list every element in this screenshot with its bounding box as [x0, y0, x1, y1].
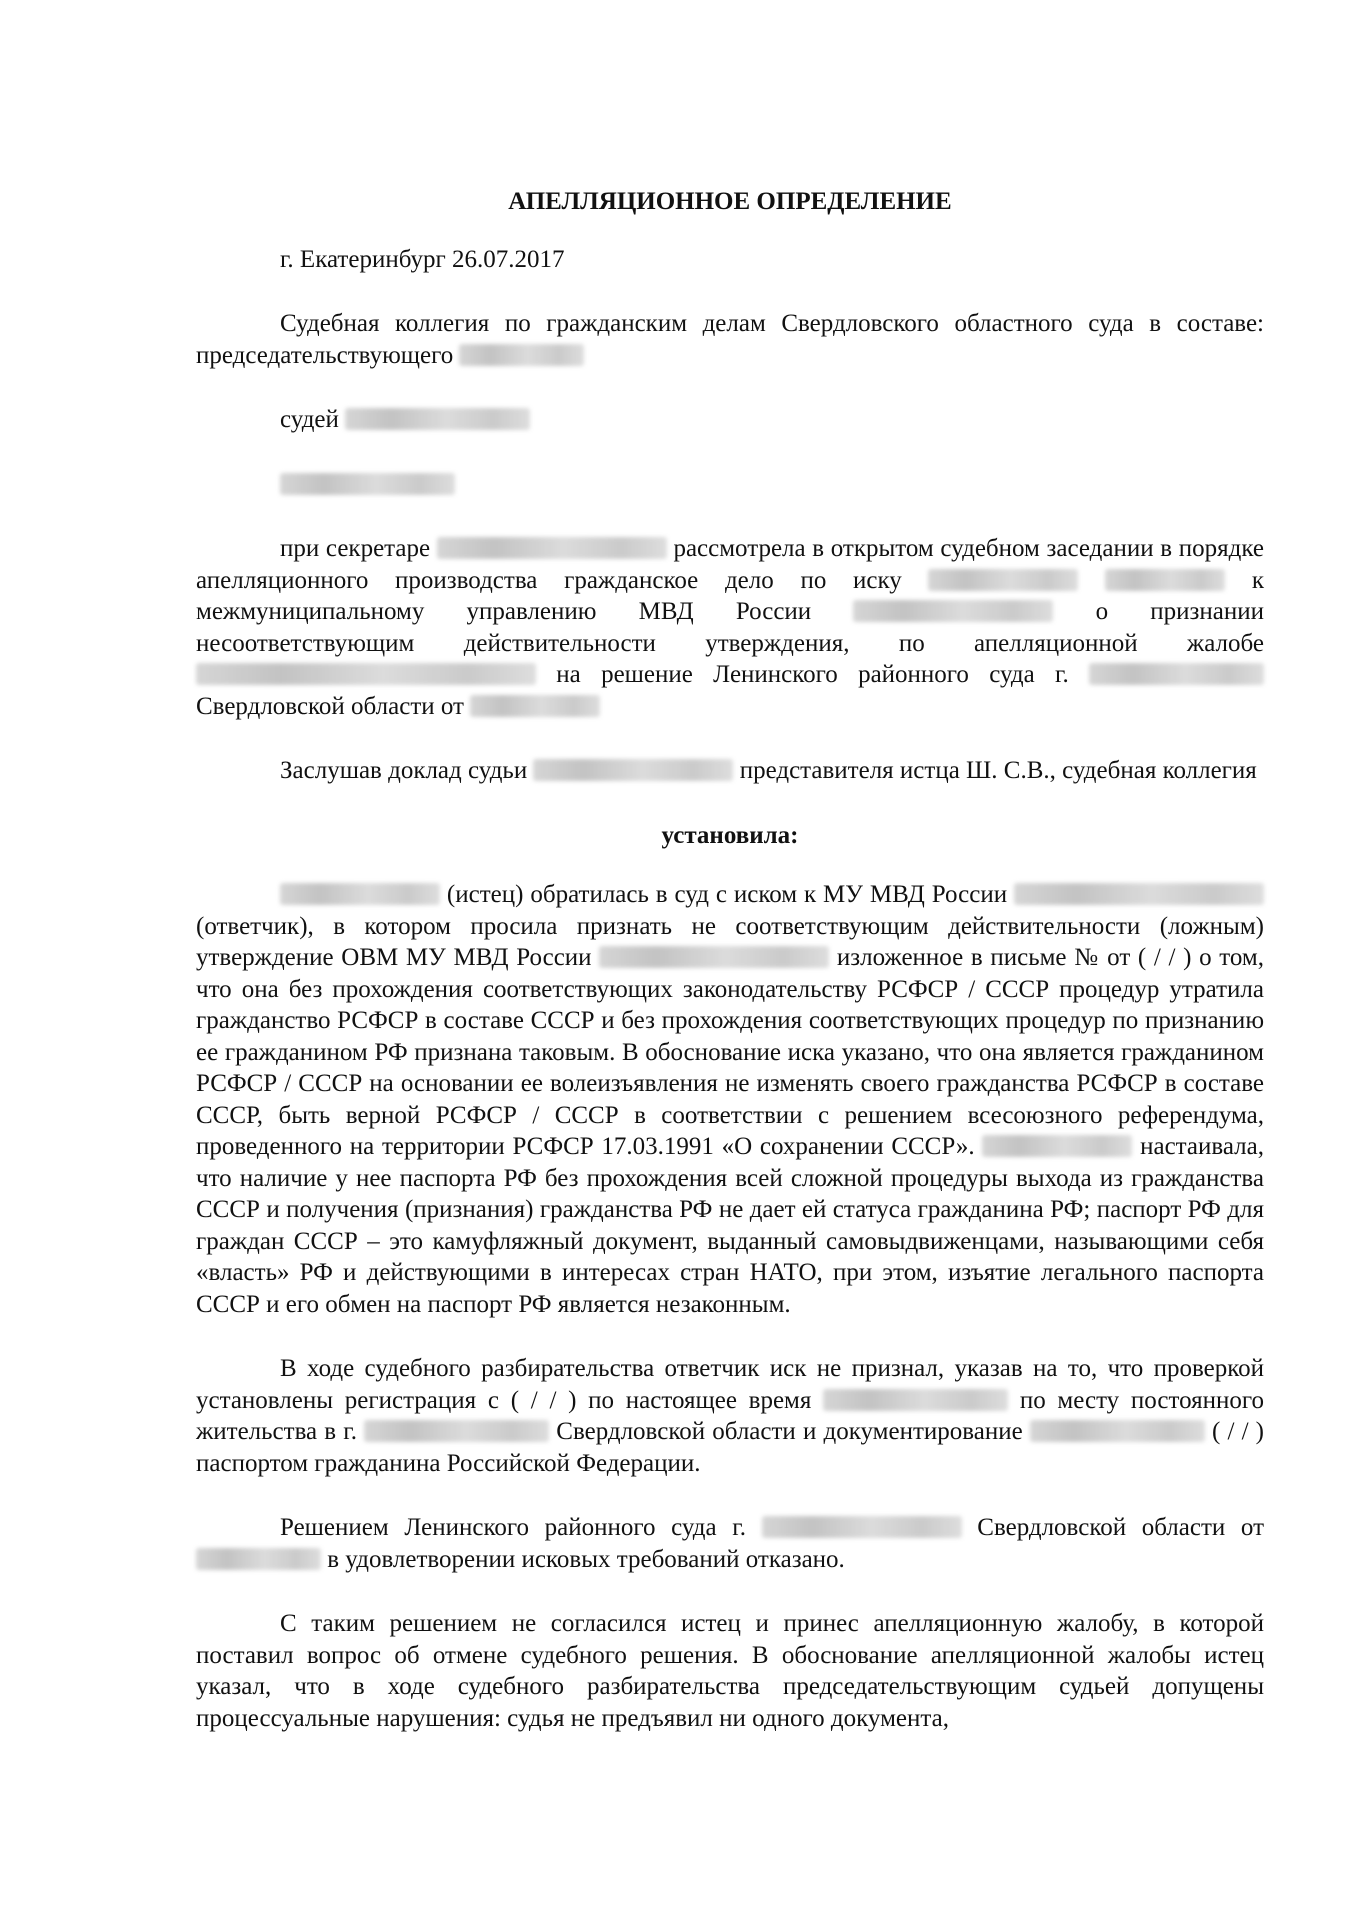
- redacted-text: [853, 600, 1053, 622]
- redacted-text: [459, 344, 584, 366]
- redacted-text: [1030, 1420, 1205, 1442]
- redacted-text: [345, 408, 530, 430]
- redacted-text: [762, 1516, 962, 1538]
- redacted-text: [437, 537, 667, 559]
- redacted-text: [1089, 663, 1264, 685]
- redacted-text: [196, 1548, 321, 1570]
- panel-paragraph: Судебная коллегия по гражданским делам Свердловского областного суда в составе: председательствующего: [196, 310, 1264, 369]
- hearing-paragraph: Заслушав доклад судьи представителя истца Ш. С.В., судебная коллегия: [280, 757, 1257, 784]
- redacted-text: [928, 569, 1078, 591]
- judge-line: [196, 469, 1264, 501]
- document-body: [196, 186, 1264, 1734]
- defense-paragraph: В ходе судебного разбирательства ответчик иск не признал, указав на то, что проверкой установлены регистрация с ( / / ) по настоящее время по месту постоянного жительства в г. Свердловской области и документирование ( / / ) паспортом гражданина Российской Федерации.: [196, 1355, 1265, 1477]
- redacted-text: [196, 663, 536, 685]
- redacted-text: [280, 473, 455, 495]
- redacted-text: [1014, 883, 1264, 905]
- decision-paragraph: Решением Ленинского районного суда г. Свердловской области от в удовлетворении исковых требований отказано.: [196, 1512, 1264, 1575]
- redacted-text: [533, 759, 733, 781]
- secretary-paragraph: при секретаре рассмотрела в открытом судебном заседании в порядке апелляционного производства гражданское дело по иску к межмуниципальному управлению МВД России о признании несоответствующим действительности утверждения, по апелляционной жалобе на решение Ленинского районного суда г. Свердловской области от: [196, 535, 1265, 720]
- redacted-text: [470, 695, 600, 717]
- redacted-text: [982, 1135, 1132, 1157]
- redacted-text: [599, 946, 829, 968]
- redacted-text: [364, 1420, 549, 1442]
- redacted-text: [280, 883, 440, 905]
- document-title: АПЕЛЛЯЦИОННОЕ ОПРЕДЕЛЕНИЕ: [508, 188, 952, 215]
- appeal-paragraph: С таким решением не согласился истец и принес апелляционную жалобу, в которой поставил вопрос об отмене судебного решения. В обоснование апелляционной жалобы истец указал, что в ходе судебного разбирательства председательствующим судьей допущены процессуальные нарушения: судья не предъявил ни одного документа,: [196, 1610, 1264, 1732]
- redacted-text: [1105, 569, 1225, 591]
- claim-paragraph: (истец) обратилась в суд с иском к МУ МВД России (ответчик), в котором просила признать не соответствующим действительности (ложным) утверждение ОВМ МУ МВД России изложенное в письме № от ( / / ) о том, что она без прохождения соответствующих законодательству РСФСР / СССР процедур утратила гражданство РСФСР в составе СССР и без прохождения соответствующих процедур по признанию ее гражданином РФ признана таковым. В обоснование иска указано, что она является гражданином РСФСР / СССР на основании ее волеизъявления не изменять своего гражданства РСФСР в составе СССР, быть верной РСФСР / СССР в соответствии с решением всесоюзного референдума, проведенного на территории РСФСР 17.03.1991 «О сохранении СССР». настаивала, что наличие у нее паспорта РФ без прохождения всей сложной процедуры выхода из гражданства СССР и получения (признания) гражданства РФ не дает ей статуса гражданина РФ; паспорт РФ для граждан СССР – это камуфляжный документ, выданный самовыдвиженцами, называющими себя «власть» РФ и действующими в интересах стран НАТО, при этом, изъятие легального паспорта СССР и его обмен на паспорт РФ является незаконным.: [196, 881, 1264, 1318]
- judges-line: судей: [196, 404, 1264, 436]
- redacted-text: [823, 1389, 1008, 1411]
- section-heading-established: установила:: [661, 821, 799, 849]
- place-date: г. Екатеринбург 26.07.2017: [280, 245, 565, 273]
